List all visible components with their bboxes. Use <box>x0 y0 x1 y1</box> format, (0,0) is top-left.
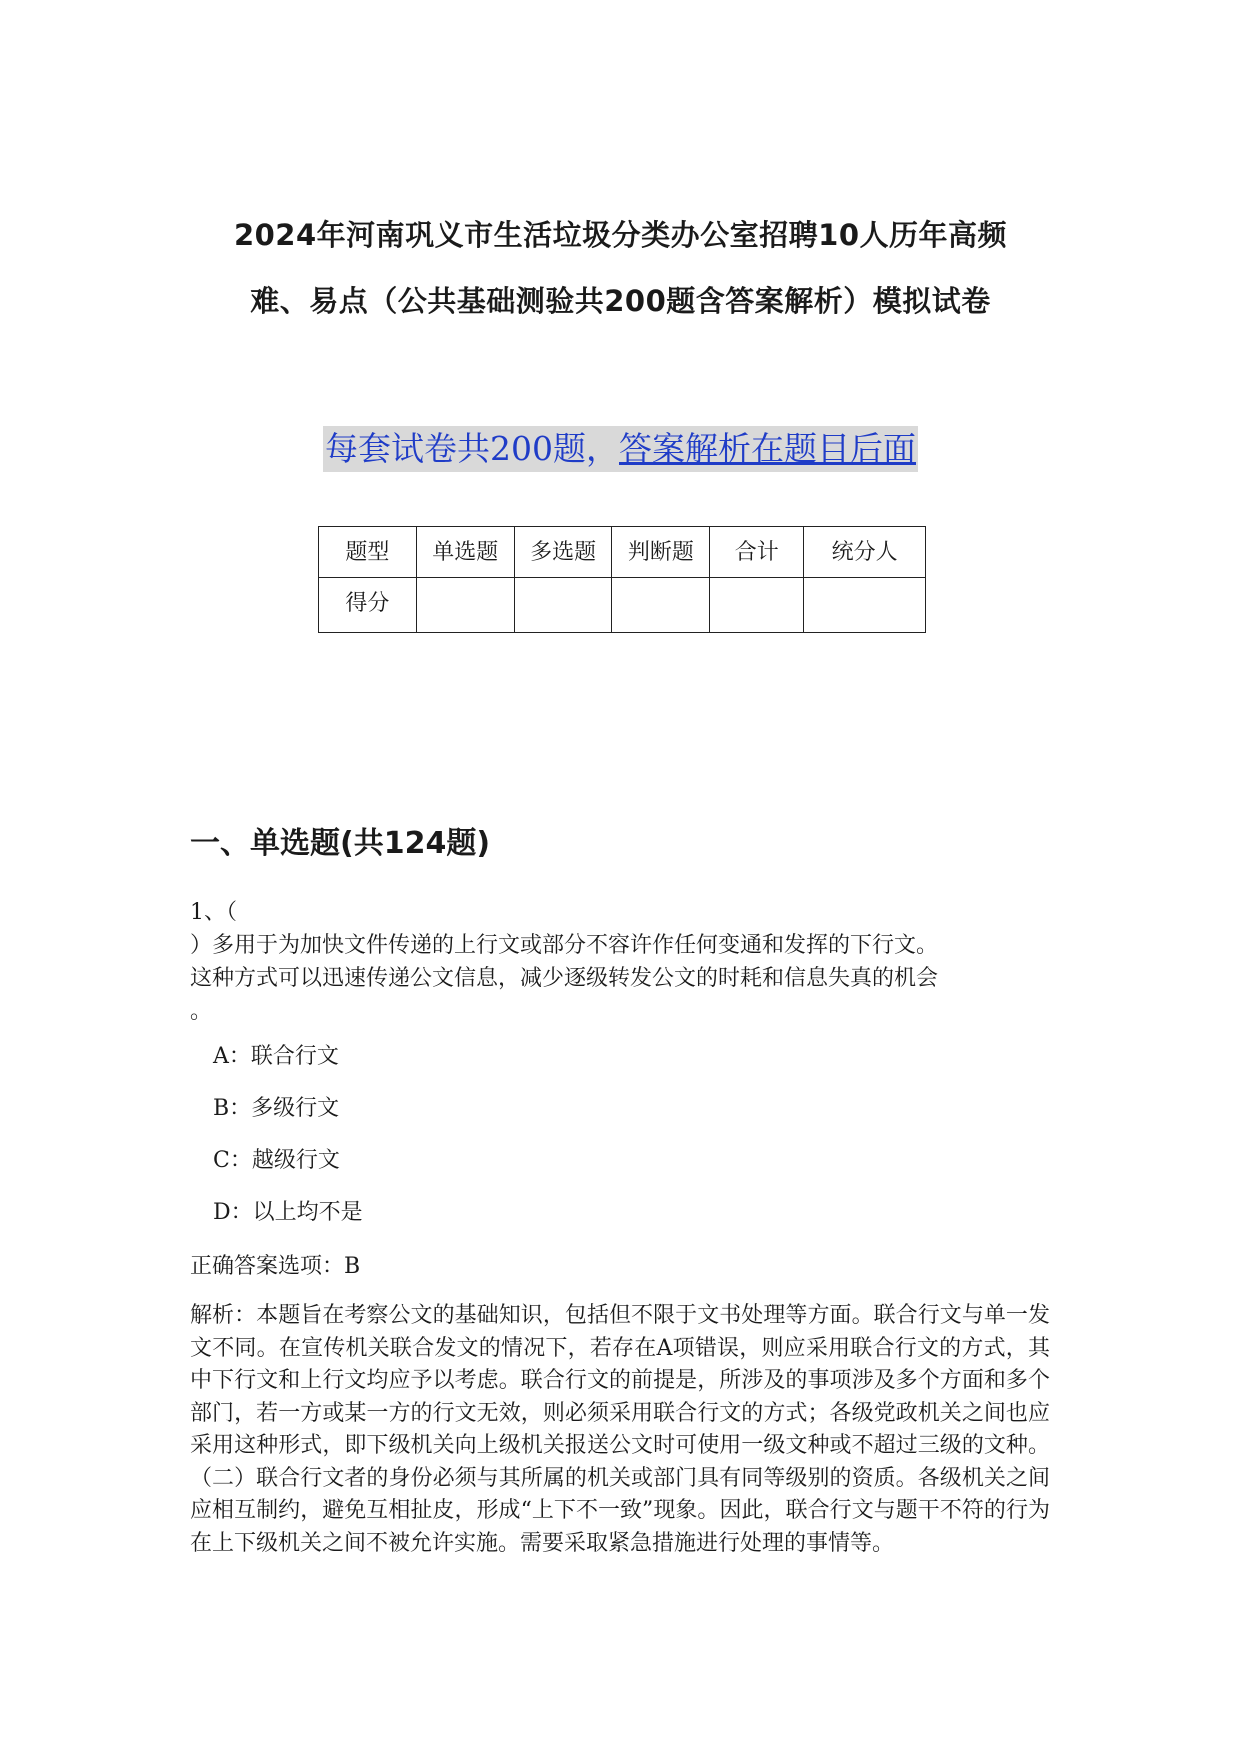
option-c: C：越级行文 <box>213 1148 340 1173</box>
notice-prefix: 每套试卷共200题， <box>325 429 619 468</box>
question-stem-line-3: 这种方式可以迅速传递公文信息，减少逐级转发公文的时耗和信息失真的机会 <box>190 966 939 991</box>
score-cell-scorer <box>804 578 926 633</box>
header-cell-type: 题型 <box>319 527 417 578</box>
option-d: D：以上均不是 <box>213 1200 363 1225</box>
question-stem-line-2: ）多用于为加快文件传递的上行文或部分不容许作任何变通和发挥的下行文。 <box>190 933 939 958</box>
notice-link[interactable]: 答案解析在题目后面 <box>619 429 916 468</box>
correct-answer: 正确答案选项：B <box>190 1254 361 1279</box>
header-cell-multi: 多选题 <box>514 527 612 578</box>
option-b: B：多级行文 <box>213 1096 340 1121</box>
section-heading: 一、单选题(共124题) <box>190 826 491 861</box>
header-cell-single: 单选题 <box>416 527 514 578</box>
option-a: A：联合行文 <box>213 1044 339 1069</box>
header-cell-total: 合计 <box>710 527 804 578</box>
header-cell-scorer: 统分人 <box>804 527 926 578</box>
score-cell-total <box>710 578 804 633</box>
score-table-header-row <box>319 527 926 578</box>
document-title <box>160 202 1081 334</box>
answer-analysis: 解析：本题旨在考察公文的基础知识，包括但不限于文书处理等方面。联合行文与单一发文不同。在宣传机关联合发文的情况下，若存在A项错误，则应采用联合行文的方式，其中下行文和上行文均应予以考虑。联合行文的前提是，所涉及的事项涉及多个方面和多个部门，若一方或某一方的行文无效，则必须采用联合行文的方式；各级党政机关之间也应采用这种形式，即下级机关向上级机关报送公文时可使用一级文种或不超过三级的文种。（二）联合行文者的身份必须与其所属的机关或部门具有同等级别的资质。各级机关之间应相互制约，避免互相扯皮，形成“上下不一致”现象。因此，联合行文与题干不符的行为在上下级机关之间不被允许实施。需要采取紧急措施进行处理的事情等。 <box>190 1303 1050 1556</box>
question-stem-line-4: 。 <box>190 999 213 1024</box>
title-line-1: 2024年河南巩义市生活垃圾分类办公室招聘10人历年高频 <box>233 218 1008 252</box>
score-table-score-row <box>319 578 926 633</box>
score-cell-judge <box>612 578 710 633</box>
header-cell-judge: 判断题 <box>612 527 710 578</box>
option-list <box>213 1040 363 1248</box>
notice-banner <box>0 426 1241 472</box>
question-stem <box>190 896 1050 1028</box>
notice-highlight <box>323 426 918 472</box>
score-cell-multi <box>514 578 612 633</box>
score-row-label: 得分 <box>319 578 417 633</box>
question-number: 1、（ <box>190 900 237 925</box>
title-line-2: 难、易点（公共基础测验共200题含答案解析）模拟试卷 <box>250 284 991 318</box>
score-table <box>318 526 926 633</box>
score-cell-single <box>416 578 514 633</box>
